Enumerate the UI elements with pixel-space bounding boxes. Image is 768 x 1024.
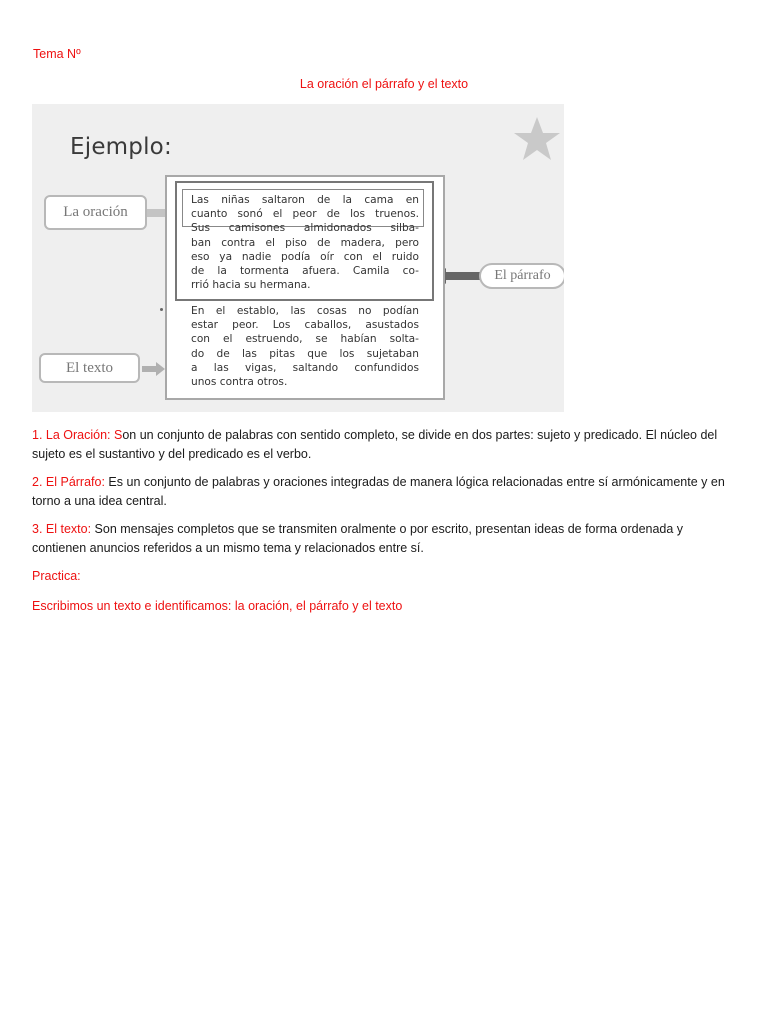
definition-oracion [32, 426, 732, 464]
text-line: Las niñas saltaron de la cama en [191, 194, 419, 206]
star-icon [512, 114, 562, 164]
text-line: eso ya nadie podía oír con el ruido [191, 250, 419, 263]
text-line: cuanto sonó el peor de los truenos. [191, 208, 419, 221]
definition-parrafo [32, 473, 732, 511]
definition-text: Son mensajes completos que se transmiten oralmente o por escrito, presentan ideas de forma ordenada y contienen anuncios referidos a un mismo tema y relacionados entre sí. [32, 522, 684, 555]
figure-heading: Ejemplo: [70, 134, 172, 160]
text-line: unos contra otros. [191, 376, 288, 389]
text-line: de la tormenta afuera. Camila co- [191, 265, 419, 278]
page-title: La oración el párrafo y el texto [299, 77, 469, 91]
text-line: do de las pitas que los sujetaban [191, 347, 419, 360]
definition-term: 3. El texto: [32, 522, 92, 536]
definition-texto [32, 520, 732, 558]
label-parrafo: El párrafo [479, 263, 564, 289]
text-line: En el establo, las cosas no podían [191, 305, 419, 317]
definition-term: 1. La Oración: S [32, 428, 123, 442]
example-figure [32, 104, 564, 412]
practice-instruction: Escribimos un texto e identificamos: la oración, el párrafo y el texto [32, 599, 403, 613]
text-line: a las vigas, saltando confundidos [191, 361, 419, 374]
bullet-dot [160, 308, 163, 311]
definition-term: 2. El Párrafo: [32, 475, 105, 489]
text-line: Sus camisones almidonados silba- [191, 222, 419, 235]
text-line: rrió hacia su hermana. [191, 279, 311, 292]
text-line: estar peor. Los caballos, asustados [191, 319, 419, 332]
definition-text: Es un conjunto de palabras y oraciones integradas de manera lógica relacionadas entre sí armónicamente y en torno a una idea central. [32, 475, 725, 508]
arrow-right-icon [142, 362, 166, 376]
label-texto: El texto [39, 353, 140, 383]
label-oracion: La oración [44, 195, 147, 230]
practice-label: Practica: [32, 569, 81, 583]
text-line: ban contra el piso de madera, pero [191, 236, 419, 249]
text-line: con el estruendo, se habían solta- [191, 333, 419, 346]
topic-number-label: Tema Nº [33, 47, 81, 61]
example-paragraph-2 [191, 304, 419, 389]
example-paragraph-1 [191, 193, 419, 292]
definition-text: on un conjunto de palabras con sentido completo, se divide en dos partes: sujeto y predicado. El núcleo del sujeto es el sustantivo y del predicado es el verbo. [32, 428, 718, 461]
